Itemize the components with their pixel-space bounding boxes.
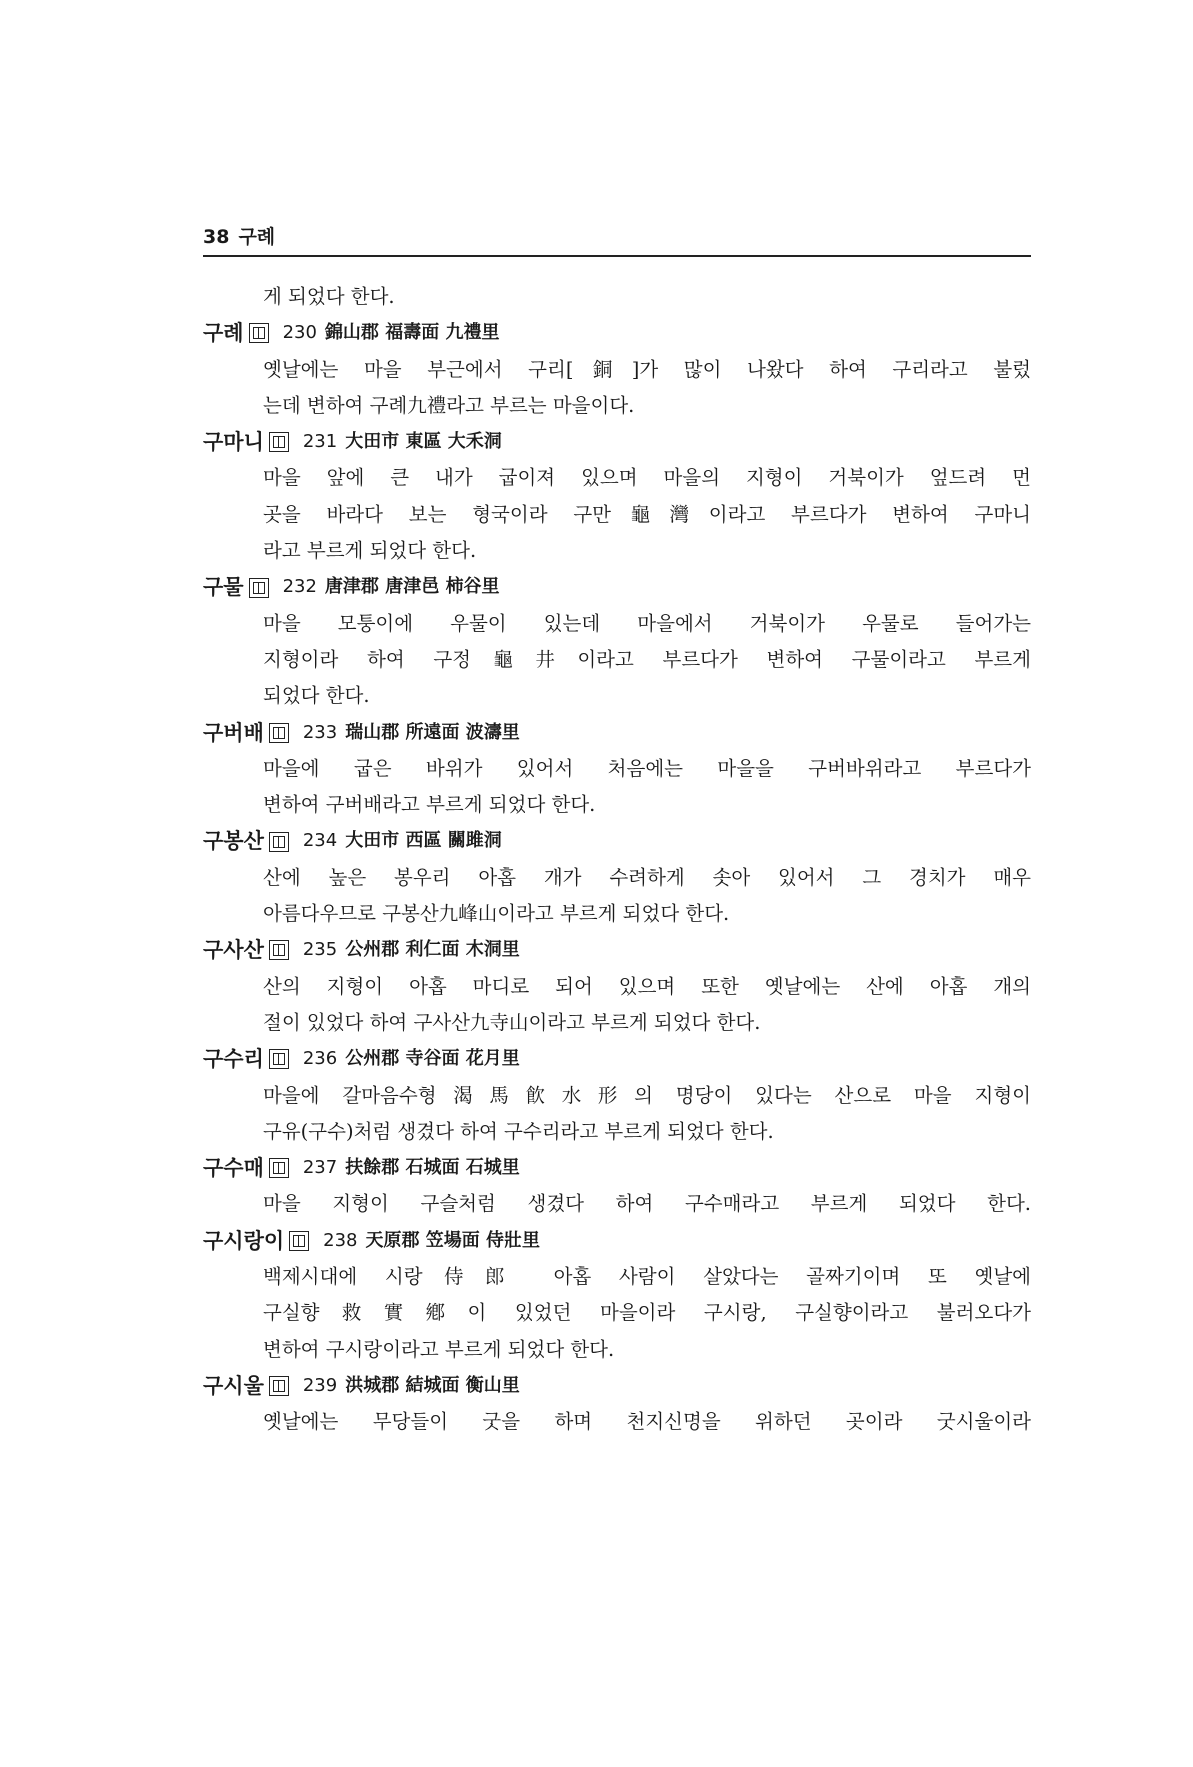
entry-description-line: 마을에 갈마음수형渴馬飮水形의 명당이 있다는 산으로 마을 지형이 xyxy=(263,1083,1031,1107)
entry-number: 233 xyxy=(302,721,338,743)
entries-body xyxy=(203,279,1031,1441)
category-badge-icon xyxy=(249,323,269,343)
entry-description-line: 마을 모퉁이에 우물이 있는데 마을에서 거북이가 우물로 들어가는 xyxy=(263,611,1031,635)
entry-term: 구수매 xyxy=(203,1156,264,1181)
entry-heading xyxy=(203,424,1031,460)
entry-term: 구버배 xyxy=(203,720,264,745)
category-badge-icon xyxy=(269,832,289,852)
entry-description-line: 백제시대에 시랑侍郎 아홉 사람이 살았다는 골짜기이며 또 옛날에 xyxy=(263,1265,1031,1289)
entry-description-line: 산의 지형이 아홉 마디로 되어 있으며 또한 옛날에는 산에 아홉 개의 xyxy=(263,974,1031,998)
entry-description-line: 변하여 구시랑이라고 부르게 되었다 한다. xyxy=(263,1337,615,1361)
entry-number: 237 xyxy=(302,1157,338,1179)
entry-term: 구례 xyxy=(203,321,244,346)
entry-place: 大田市 東區 大禾洞 xyxy=(345,431,502,453)
entry-number: 239 xyxy=(302,1374,338,1396)
entry-place: 瑞山郡 所遠面 波濤里 xyxy=(345,721,520,743)
entry-number: 231 xyxy=(302,431,338,453)
entry-number: 236 xyxy=(302,1048,338,1070)
continuation-text: 게 되었다 한다. xyxy=(263,285,395,308)
entry-term: 구시랑이 xyxy=(203,1228,285,1253)
entry-place: 公州郡 寺谷面 花月里 xyxy=(345,1048,520,1070)
entry-number: 235 xyxy=(302,939,338,961)
entry-place: 錦山郡 福壽面 九禮里 xyxy=(324,322,500,344)
entry-heading xyxy=(203,569,1031,605)
entry-heading xyxy=(203,932,1031,968)
entry-heading xyxy=(203,1041,1031,1077)
category-badge-icon xyxy=(269,1158,289,1178)
entry-number: 234 xyxy=(302,830,338,852)
entry-place: 唐津郡 唐津邑 柿谷里 xyxy=(324,576,500,598)
entry-description-line: 산에 높은 봉우리 아홉 개가 수려하게 솟아 있어서 그 경치가 매우 xyxy=(263,865,1031,889)
page-header xyxy=(203,222,1031,257)
entry-number: 238 xyxy=(323,1229,358,1251)
entry-description-line: 절이 있었다 하여 구사산九寺山이라고 부르게 되었다 한다. xyxy=(263,1010,761,1034)
entry-description-line: 구유(구수)처럼 생겼다 하여 구수리라고 부르게 되었다 한다. xyxy=(263,1119,774,1143)
entry-description-line: 구실향救實鄕이 있었던 마을이라 구시랑, 구실향이라고 불러오다가 xyxy=(263,1301,1031,1325)
entry-description-line: 마을 지형이 구슬처럼 생겼다 하여 구수매라고 부르게 되었다 한다. xyxy=(263,1192,1031,1216)
entry-description-line: 아름다우므로 구봉산九峰山이라고 부르게 되었다 한다. xyxy=(263,902,730,926)
entry-heading xyxy=(203,823,1031,859)
entry-place: 洪城郡 結城面 衡山里 xyxy=(345,1374,520,1396)
page-number: 38 xyxy=(203,226,230,248)
category-badge-icon xyxy=(269,723,289,743)
entry-description-line: 되었다 한다. xyxy=(263,684,370,708)
entry-heading xyxy=(203,1368,1031,1404)
entry-place: 大田市 西區 關雎洞 xyxy=(345,830,502,852)
entry-description-line: 곳을 바라다 보는 형국이라 구만龜灣이라고 부르다가 변하여 구마니 xyxy=(263,502,1031,526)
entry-number: 232 xyxy=(282,576,317,598)
category-badge-icon xyxy=(269,1376,289,1396)
entry-term: 구봉산 xyxy=(203,829,264,854)
category-badge-icon xyxy=(269,940,289,960)
section-title: 구례 xyxy=(238,226,276,248)
entry-description-line: 변하여 구버배라고 부르게 되었다 한다. xyxy=(263,793,596,817)
entry-description-line: 는데 변하여 구례九禮라고 부르는 마을이다. xyxy=(263,393,635,417)
entry-term: 구수리 xyxy=(203,1047,264,1072)
dictionary-page xyxy=(203,222,1031,1441)
entry-term: 구사산 xyxy=(203,938,264,963)
category-badge-icon xyxy=(249,578,269,598)
entry-place: 公州郡 利仁面 木洞里 xyxy=(345,939,520,961)
entry-heading xyxy=(203,715,1031,751)
entry-place: 扶餘郡 石城面 石城里 xyxy=(345,1157,520,1179)
entry-description-line: 옛날에는 무당들이 굿을 하며 천지신명을 위하던 곳이라 굿시울이라 xyxy=(263,1410,1031,1434)
entry-description-line: 지형이라 하여 구정龜井이라고 부르다가 변하여 구물이라고 부르게 xyxy=(263,647,1031,671)
entry-place: 天原郡 笠場面 侍壯里 xyxy=(365,1229,541,1251)
entry-description-line: 마을에 굽은 바위가 있어서 처음에는 마을을 구버바위라고 부르다가 xyxy=(263,756,1031,780)
category-badge-icon xyxy=(289,1231,309,1251)
entry-description-line: 라고 부르게 되었다 한다. xyxy=(263,539,477,563)
entry-description-line: 마을 앞에 큰 내가 굽이져 있으며 마을의 지형이 거북이가 엎드려 먼 xyxy=(263,466,1031,490)
category-badge-icon xyxy=(269,432,289,452)
entry-heading xyxy=(203,315,1031,351)
entry-heading xyxy=(203,1223,1031,1259)
category-badge-icon xyxy=(269,1049,289,1069)
entry-heading xyxy=(203,1150,1031,1186)
entry-term: 구마니 xyxy=(203,430,264,455)
entry-term: 구시울 xyxy=(203,1373,264,1398)
entry-number: 230 xyxy=(282,322,317,344)
entry-description-line: 옛날에는 마을 부근에서 구리[銅]가 많이 나왔다 하여 구리라고 불렀 xyxy=(263,357,1031,381)
entry-term: 구물 xyxy=(203,575,244,600)
